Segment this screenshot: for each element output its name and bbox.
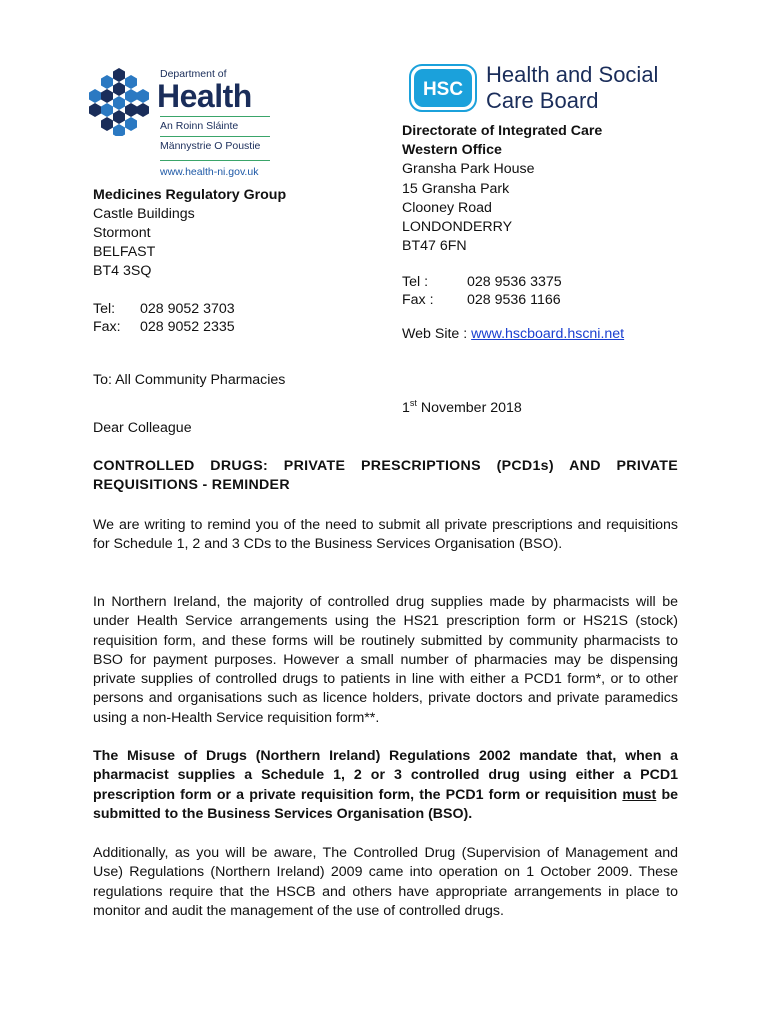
fax-label: Fax: xyxy=(93,319,121,335)
date-suffix: st xyxy=(409,398,417,408)
website-row xyxy=(402,325,624,344)
hsc-badge-text: HSC xyxy=(422,79,464,100)
hsc-name-line1: Health and Social xyxy=(486,62,659,87)
doh-website[interactable]: www.health-ni.gov.uk xyxy=(160,166,259,178)
paragraph-3 xyxy=(93,747,678,824)
recipient: To: All Community Pharmacies xyxy=(93,372,286,388)
address-line: Gransha Park House xyxy=(402,161,535,177)
date-rest: November 2018 xyxy=(416,400,522,416)
doh-divider xyxy=(160,136,270,137)
tel-number: 028 9052 3703 xyxy=(140,301,235,317)
letter-date xyxy=(402,399,522,418)
hexagon-cluster-icon xyxy=(88,66,150,136)
doh-divider xyxy=(160,160,270,161)
tel-number: 028 9536 3375 xyxy=(467,274,562,290)
hsc-badge-icon xyxy=(409,64,477,112)
office-name: Western Office xyxy=(402,142,502,158)
fax-label: Fax : xyxy=(402,292,434,308)
group-name: Medicines Regulatory Group xyxy=(93,187,287,203)
address-line: Castle Buildings xyxy=(93,206,195,222)
address-line: Clooney Road xyxy=(402,200,492,216)
address-line: BELFAST xyxy=(93,244,156,260)
must-emphasis: must xyxy=(622,786,657,803)
paragraph-3-part-b: be submitted to the Business Services Organisation (BSO). xyxy=(93,786,678,822)
fax-number: 028 9536 1166 xyxy=(467,292,561,308)
doh-irish-name: An Roinn Sláinte xyxy=(160,120,239,132)
doh-department-of: Department of xyxy=(160,68,227,80)
paragraph-2: In Northern Ireland, the majority of controlled drug supplies made by pharmacists will be under Health Service arrangements using the HS21 prescription form or HS21S (stock) requisition form, and these forms will be routinely submitted by community pharmacists to BSO for payment purposes. However a small number of pharmacies may be dispensing private supplies of controlled drugs to patients in line with either a PCD1 form*, or to other persons and organisations such as licence holders, private doctors and private paramedics using a non-Health Service requisition form**. xyxy=(93,594,678,726)
address-line: Stormont xyxy=(93,225,151,241)
letter-heading: CONTROLLED DRUGS: PRIVATE PRESCRIPTIONS (PCD1s) AND PRIVATE REQUISITIONS - REMINDER xyxy=(93,458,678,494)
address-line: LONDONDERRY xyxy=(402,219,513,235)
tel-label: Tel : xyxy=(402,274,429,290)
paragraph-1: We are writing to remind you of the need to submit all private prescriptions and requisitions for Schedule 1, 2 and 3 CDs to the Business Services Organisation (BSO). xyxy=(93,517,678,553)
web-label: Web Site : xyxy=(402,326,472,342)
website-link[interactable]: www.hscboard.hscni.net xyxy=(471,326,625,342)
hsc-name-line2: Care Board xyxy=(486,88,599,113)
salutation: Dear Colleague xyxy=(93,420,192,436)
address-line: BT4 3SQ xyxy=(93,263,152,279)
directorate-name: Directorate of Integrated Care xyxy=(402,123,603,139)
address-line: BT47 6FN xyxy=(402,238,467,254)
doh-ulster-scots-name: Männystrie O Poustie xyxy=(160,140,261,152)
doh-divider xyxy=(160,116,270,117)
paragraph-4: Additionally, as you will be aware, The Controlled Drug (Supervision of Management and Use) Regulations (Northern Ireland) 2009 came into operation on 1 October 2009. These regulations require that the HSCB and others have appropriate arrangements in place to monitor and audit the management of the use of controlled drugs. xyxy=(93,845,678,919)
paragraph-3-part-a: The Misuse of Drugs (Northern Ireland) Regulations 2002 mandate that, when a pharmacist supplies a Schedule 1, 2 or 3 controlled drug using either a PCD1 prescription form or a private requisition form, the PCD1 form or requisition xyxy=(93,748,678,803)
tel-label: Tel: xyxy=(93,301,116,317)
date-day: 1 xyxy=(402,400,410,416)
fax-number: 028 9052 2335 xyxy=(140,319,235,335)
doh-health-wordmark: Health xyxy=(157,78,252,114)
address-line: 15 Gransha Park xyxy=(402,181,510,197)
